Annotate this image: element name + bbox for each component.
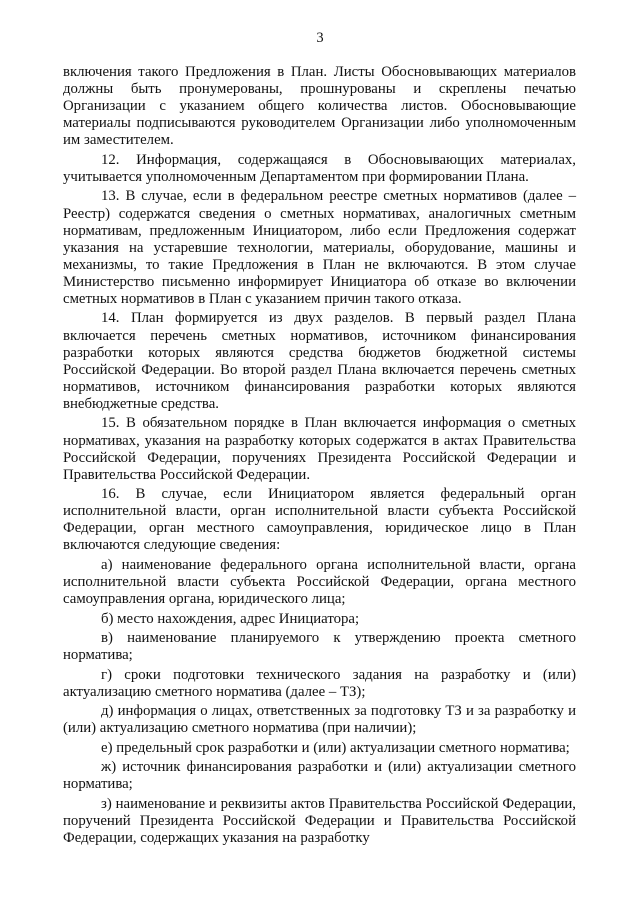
list-item-v: в) наименование планируемого к утверждению проекта сметного норматива; — [63, 630, 576, 664]
paragraph-15: 15. В обязательном порядке в План включается информация о сметных нормативах, указания на разработку которых содержатся в актах Правительства Российской Федерации, поручениях Президента Российской Федерации и Правительства Российской Федерации. — [63, 415, 576, 483]
list-item-e: е) предельный срок разработки и (или) актуализации сметного норматива; — [101, 739, 570, 756]
list-item-g: г) сроки подготовки технического задания на разработку и (или) актуализацию сметного норматива (далее – ТЗ); — [63, 666, 576, 700]
page-number: 3 — [316, 30, 324, 46]
list-item-a: а) наименование федерального органа исполнительной власти, органа исполнительной власти субъекта Российской Федерации, органа местного самоуправления органа, юридического лица; — [63, 556, 576, 608]
paragraph-12: 12. Информация, содержащаяся в Обосновывающих материалах, учитывается уполномоченным Департаментом при формировании Плана. — [63, 151, 576, 185]
document-body — [63, 64, 576, 850]
list-item-z: з) наименование и реквизиты актов Правительства Российской Федерации, поручений Президента Российской Федерации и Правительства Российской Федерации, содержащих указания на разработку — [63, 795, 576, 847]
list-item-b: б) место нахождения, адрес Инициатора; — [101, 610, 360, 627]
paragraph-16: 16. В случае, если Инициатором является федеральный орган исполнительной власти, орган исполнительной власти субъекта Российской Федерации, орган местного самоуправления, юридическое лицо в План включаются следующие сведения: — [63, 486, 576, 554]
paragraph-continuation: включения такого Предложения в План. Листы Обосновывающих материалов должны быть пронумерованы, прошнурованы и скреплены печатью Организации с указанием общего количества листов. Обосновывающие материалы подписываются руководителем Организации либо уполномоченным им заместителем. — [63, 64, 576, 149]
list-item-zh: ж) источник финансирования разработки и (или) актуализации сметного норматива; — [63, 759, 576, 793]
paragraph-13: 13. В случае, если в федеральном реестре сметных нормативов (далее – Реестр) содержатся сведения о сметных нормативах, аналогичных сметным нормативам, предложенным Инициатором, либо если Предложения содержат указания на устаревшие технологии, материалы, оборудование, машины и механизмы, то такие Предложения в План не включаются. В этом случае Министерство письменно информирует Инициатора об отказе во включении сметных нормативов в План с указанием причин такого отказа. — [63, 188, 576, 307]
list-item-d: д) информация о лицах, ответственных за подготовку ТЗ и за разработку и (или) актуализацию сметного норматива (при наличии); — [63, 703, 576, 737]
paragraph-14: 14. План формируется из двух разделов. В первый раздел Плана включается перечень сметных нормативов, источником финансирования разработки которых являются средства бюджетов бюджетной системы Российской Федерации. Во второй раздел Плана включается перечень сметных нормативов, источником финансирования разработки которых являются внебюджетные средства. — [63, 310, 576, 412]
